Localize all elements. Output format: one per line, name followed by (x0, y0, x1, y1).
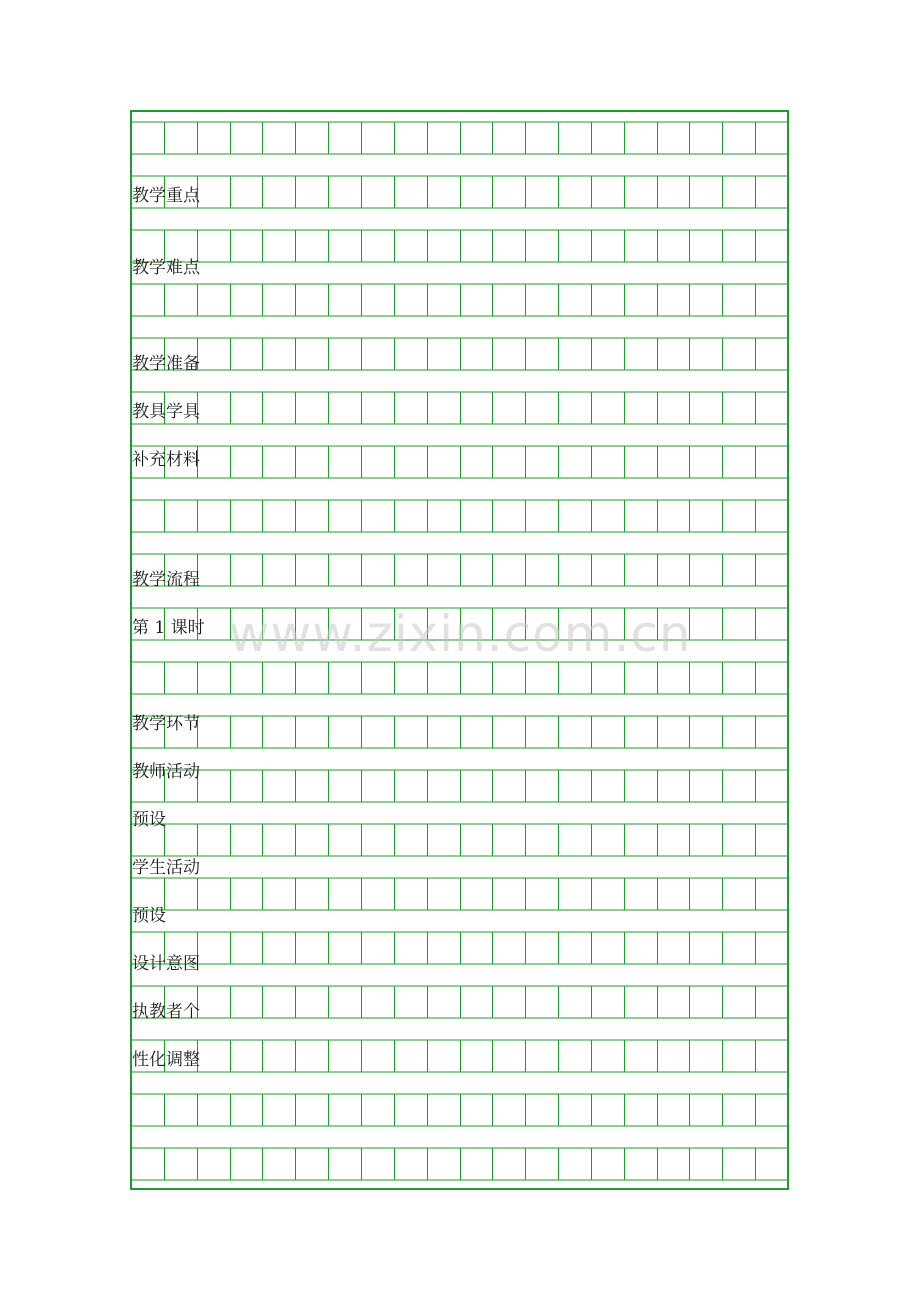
label-executor-line1: 执教者个 (132, 1002, 200, 1022)
label-student-activity: 学生活动 (132, 858, 200, 878)
label-teaching-difficulty: 教学难点 (132, 258, 200, 278)
label-teaching-aids: 教具学具 (132, 402, 200, 422)
label-design-intent: 设计意图 (132, 954, 200, 974)
label-teaching-stage: 教学环节 (132, 714, 200, 734)
label-lesson-number: 第 1 课时 (132, 618, 205, 638)
label-executor-line2: 性化调整 (132, 1050, 200, 1070)
label-teaching-focus: 教学重点 (132, 186, 200, 206)
grid-frame (131, 111, 788, 1189)
label-student-preset: 预设 (132, 906, 166, 926)
label-teacher-preset: 预设 (132, 810, 166, 830)
label-supplementary-materials: 补充材料 (132, 450, 200, 470)
label-teacher-activity: 教师活动 (132, 762, 200, 782)
label-teaching-preparation: 教学准备 (132, 354, 200, 374)
watermark: www.zixin.com.cn (228, 605, 692, 663)
label-teaching-process: 教学流程 (132, 570, 200, 590)
